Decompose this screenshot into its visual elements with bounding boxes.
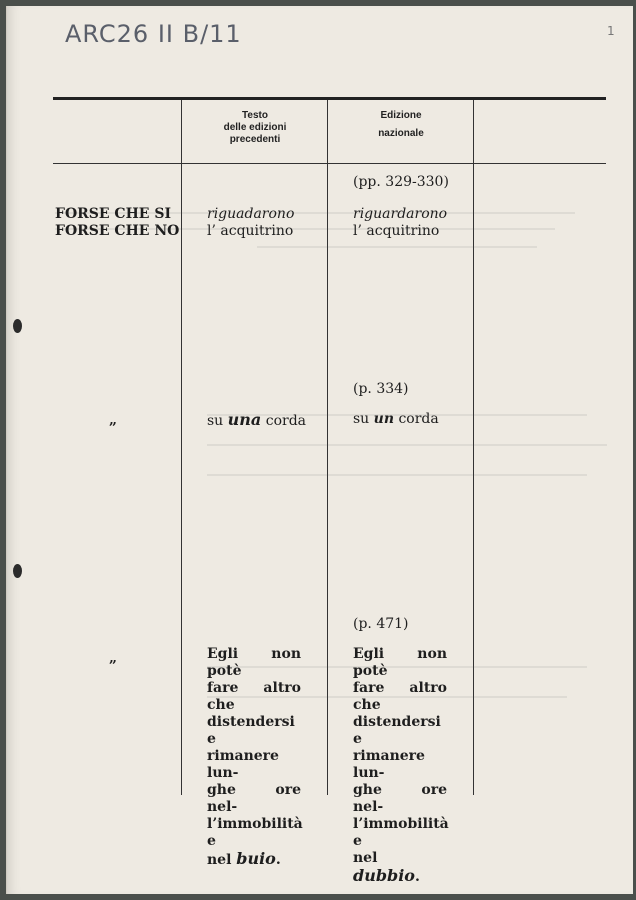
page-ref: (p. 471) bbox=[353, 616, 409, 632]
page-ref: (p. 334) bbox=[353, 381, 409, 397]
page-ref: (pp. 329-330) bbox=[353, 174, 449, 190]
bleed-through bbox=[257, 246, 537, 248]
column-divider bbox=[181, 100, 182, 795]
ditto-mark: „ bbox=[109, 412, 118, 428]
table-header-rule bbox=[53, 163, 606, 164]
work-title: FORSE CHE SI FORSE CHE NO bbox=[55, 206, 180, 239]
national-text: Egli non potè fare altro che distendersi e rimanere lun- ghe ore nel- l’immobilità e nel dubbio. bbox=[353, 646, 449, 885]
bleed-through bbox=[207, 474, 587, 476]
page-number: 1 bbox=[607, 24, 615, 38]
column-divider bbox=[327, 100, 328, 795]
ditto-mark: „ bbox=[109, 650, 118, 666]
archive-code: ARC26 II B/11 bbox=[65, 20, 242, 48]
previous-text: Egli non potè fare altro che distendersi e rimanere lun- ghe ore nel- l’immobilità e nel buio. bbox=[207, 646, 303, 868]
column-divider bbox=[473, 100, 474, 795]
header-national-edition: Edizione nazionale bbox=[378, 110, 424, 139]
previous-text: riguadarono l’ acquitrino bbox=[207, 206, 295, 239]
national-text: su un corda bbox=[353, 411, 439, 427]
header-previous-editions: Testo delle edizioni precedenti bbox=[223, 110, 287, 145]
document-page bbox=[6, 6, 633, 894]
binder-hole bbox=[13, 319, 22, 333]
previous-text: su una corda bbox=[207, 410, 307, 429]
binder-hole bbox=[13, 564, 22, 578]
table-top-rule bbox=[53, 97, 606, 100]
national-text: riguardarono l’ acquitrino bbox=[353, 206, 448, 239]
bleed-through bbox=[207, 444, 607, 446]
